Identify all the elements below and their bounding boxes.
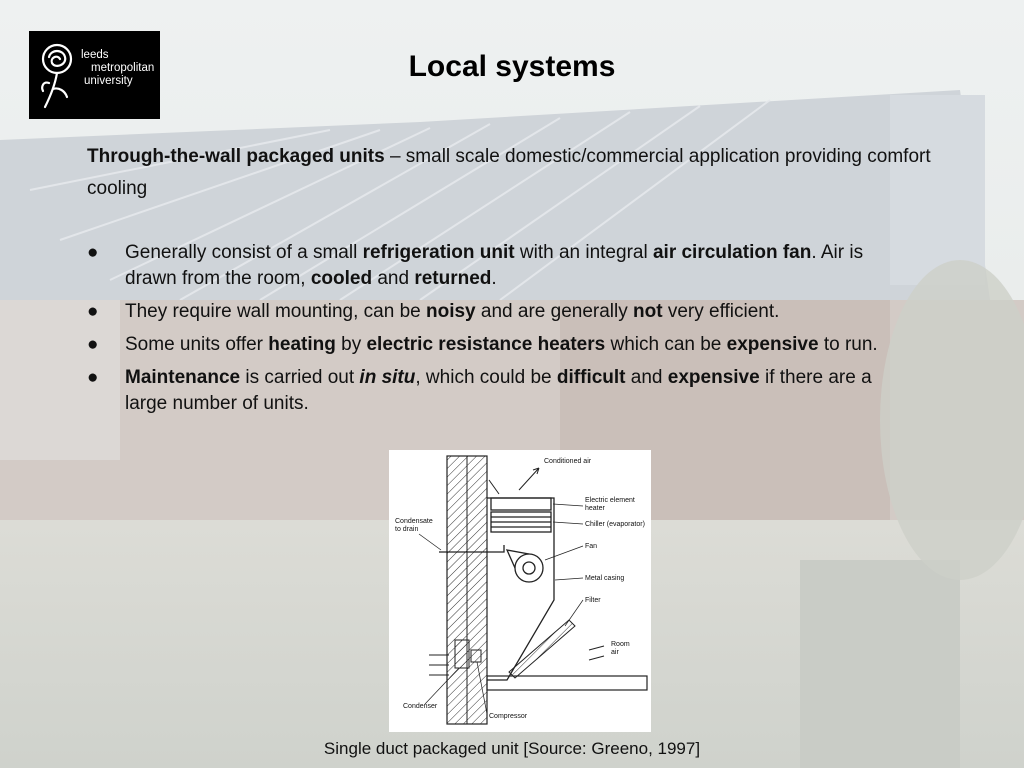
label-chiller: Chiller (evaporator) (585, 521, 645, 528)
logo-line-2: metropolitan (91, 62, 155, 74)
label-air: air (611, 649, 619, 656)
bullet-text-segment: , which could be (415, 367, 557, 388)
label-heater: heater (585, 505, 605, 512)
bullet-text-segment: difficult (556, 367, 626, 388)
bullet-text-segment: noisy (426, 301, 476, 322)
bullet-text-segment: Some units offer (125, 334, 269, 355)
label-metal-casing: Metal casing (585, 575, 625, 582)
bullet-text-segment: by (335, 334, 367, 355)
bullet-text-segment: air circulation fan (652, 242, 812, 263)
bullet-text-segment: with an integral (514, 242, 653, 263)
slide-title: Local systems (408, 50, 616, 83)
bullet-list (87, 240, 917, 424)
bullet-text-segment: returned (414, 268, 492, 289)
bullet-text-segment: Maintenance (125, 367, 241, 388)
bullet-glyph: ● (87, 367, 99, 388)
bullet-text-segment: to run. (818, 334, 878, 355)
intro-paragraph (87, 141, 937, 205)
intro-bold: Through-the-wall packaged units (87, 146, 385, 167)
bullet-text-segment: not (633, 301, 663, 322)
bullet-text-segment: heating (268, 334, 336, 355)
bullet-item (87, 332, 917, 358)
label-electric-element: Electric element (585, 497, 635, 504)
bullet-text-segment: cooled (310, 268, 373, 289)
bullet-glyph: ● (87, 334, 99, 355)
label-condenser: Condenser (403, 703, 438, 710)
logo-line-1: leeds (81, 49, 109, 61)
intro-rest: – small scale domestic/commercial application providing comfort cooling (87, 146, 931, 199)
filter-element (509, 620, 575, 678)
fan-icon (507, 550, 543, 582)
bullet-text-segment: is carried out (240, 367, 360, 388)
label-fan: Fan (585, 543, 598, 550)
label-conditioned-air: Conditioned air (544, 458, 592, 465)
bullet-text-segment: expensive (667, 367, 760, 388)
packaged-unit-diagram (389, 450, 651, 732)
bullet-text-segment: Generally consist of a small (125, 242, 363, 263)
figure-caption: Single duct packaged unit [Source: Greeno, 1997] (323, 739, 701, 758)
bullet-glyph: ● (87, 242, 99, 263)
bullet-text-segment: expensive (726, 334, 819, 355)
floor-slab (487, 676, 647, 690)
bullet-text-segment: They require wall mounting, can be (125, 301, 426, 322)
bullet-item (87, 365, 917, 417)
bullet-text-segment: in situ (359, 367, 416, 388)
bullet-item (87, 240, 917, 292)
bullet-text-segment: electric resistance heaters (366, 334, 606, 355)
label-room: Room (611, 641, 630, 648)
bullet-text-segment: very efficient. (662, 301, 780, 322)
logo-line-3: university (84, 75, 133, 87)
bullet-text-segment: if there are a large number of units. (125, 367, 872, 414)
label-to-drain: to drain (395, 526, 419, 533)
label-compressor: Compressor (489, 713, 528, 720)
label-condensate: Condensate (395, 518, 433, 525)
bullet-glyph: ● (87, 301, 99, 322)
condenser-coil (455, 640, 469, 668)
bullet-text-segment: which can be (605, 334, 727, 355)
bullet-text-segment: . (491, 268, 497, 289)
leader-lines (419, 504, 583, 714)
bullet-text-segment: refrigeration unit (362, 242, 515, 263)
label-filter: Filter (585, 597, 601, 604)
bullet-item (87, 299, 917, 325)
bullet-text-segment: . Air is drawn from the room, (125, 242, 864, 289)
bullet-text-segment: and (625, 367, 668, 388)
bullet-text-segment: and (372, 268, 415, 289)
bullet-text-segment: and are generally (475, 301, 634, 322)
